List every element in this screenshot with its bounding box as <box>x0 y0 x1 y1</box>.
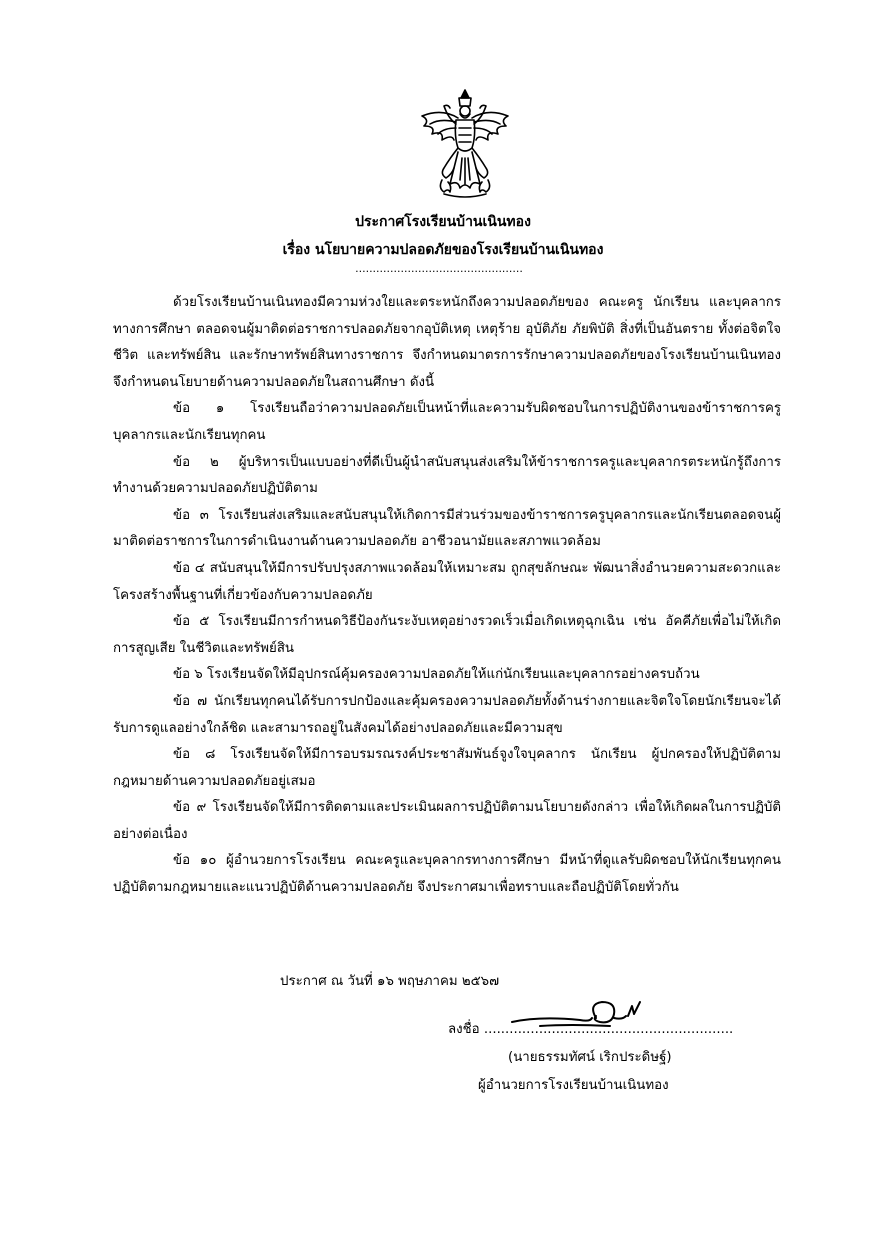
handwritten-signature <box>510 996 660 1036</box>
announcement-date: ประกาศ ณ วันที่ ๑๖ พฤษภาคม ๒๕๖๗ <box>280 974 500 989</box>
policy-item-3: ข้อ ๓ โรงเรียนส่งเสริมและสนับสนุนให้เกิดการมีส่วนร่วมของข้าราชการครูบุคลากรและนักเรียนตลอดจนผู้มาติดต่อราชการในการดำเนินงานด้านความปลอดภัย อาชีวอนามัยและสภาพแวดล้อม <box>113 507 781 550</box>
policy-item-10: ข้อ ๑๐ ผู้อำนวยการโรงเรียน คณะครูและบุคลากรทางการศึกษา มีหน้าที่ดูแลรับผิดชอบให้นักเรียนทุกคนปฏิบัติตามกฎหมายและแนวปฏิบัติด้านความปลอดภัย จึงประกาศมาเพื่อทราบและถือปฏิบัติโดยทั่วกัน <box>113 853 781 896</box>
sign-label: ลงชื่อ <box>448 1022 480 1037</box>
announcement-subject: เรื่อง นโยบายความปลอดภัยของโรงเรียนบ้านเนินทอง <box>282 242 604 258</box>
policy-item-8: ข้อ ๘ โรงเรียนจัดให้มีการอบรมรณรงค์ประชาสัมพันธ์จูงใจบุคลากร นักเรียน ผู้ปกครองให้ปฏิบัติตามกฎหมายด้านความปลอดภัยอยู่เสมอ <box>113 747 781 789</box>
policy-item-2: ข้อ ๒ ผู้บริหารเป็นแบบอย่างที่ดีเป็นผู้นำสนับสนุนส่งเสริมให้ข้าราชการครูและบุคลากรตระหนักรู้ถึงการทำงานด้วยความปลอดภัยปฏิบัติตาม <box>113 454 781 497</box>
signer-position: ผู้อำนวยการโรงเรียนบ้านเนินทอง <box>478 1078 669 1093</box>
policy-item-5: ข้อ ๕ โรงเรียนมีการกำหนดวิธีป้องกันระงับเหตุอย่างรวดเร็วเมื่อเกิดเหตุฉุกเฉิน เช่น อัคคีภัยเพื่อไม่ให้เกิดการสูญเสีย ในชีวิตและทรัพย์สิน <box>113 614 781 656</box>
sign-dots: ........................................................... <box>483 1022 734 1037</box>
policy-item-1: ข้อ ๑ โรงเรียนถือว่าความปลอดภัยเป็นหน้าที่และความรับผิดชอบในการปฏิบัติงานของข้าราชการครูบุคลากรและนักเรียนทุกคน <box>113 401 781 443</box>
policy-item-7: ข้อ ๗ นักเรียนทุกคนได้รับการปกป้องและคุ้มครองความปลอดภัยทั้งด้านร่างกายและจิตใจโดยนักเรียนจะได้รับการดูแลอย่างใกล้ชิด และสามารถอยู่ในสังคมได้อย่างปลอดภัยและมีความสุข <box>113 693 781 736</box>
announcement-body <box>113 290 781 902</box>
policy-item-9: ข้อ ๙ โรงเรียนจัดให้มีการติดตามและประเมินผลการปฏิบัติตามนโยบายดังกล่าว เพื่อให้เกิดผลในการปฏิบัติอย่างต่อเนื่อง <box>113 800 781 842</box>
signer-name: (นายธรรมทัศน์ เริกประดิษฐ์) <box>508 1050 672 1065</box>
title-separator: ................................................ <box>355 262 523 275</box>
policy-item-4: ข้อ ๔ สนับสนุนให้มีการปรับปรุงสภาพแวดล้อมให้เหมาะสม ถูกสุขลักษณะ พัฒนาสิ่งอำนวยความสะดวกและโครงสร้างพื้นฐานที่เกี่ยวข้องกับความปลอดภัย <box>113 560 781 603</box>
announcement-title: ประกาศโรงเรียนบ้านเนินทอง <box>355 214 531 230</box>
garuda-emblem-icon <box>414 88 516 200</box>
policy-item-6: ข้อ ๖ โรงเรียนจัดให้มีอุปกรณ์คุ้มครองความปลอดภัยให้แก่นักเรียนและบุคลากรอย่างครบถ้วน <box>173 667 700 683</box>
intro-paragraph: ด้วยโรงเรียนบ้านเนินทองมีความห่วงใยและตระหนักถึงความปลอดภัยของ คณะครู นักเรียน และบุคลากรทางการศึกษา ตลอดจนผู้มาติดต่อราชการปลอดภัยจากอุบัติเหตุ เหตุร้าย อุบัติภัย ภัยพิบัติ สิ่งที่เป็นอันตราย ทั้งต่อจิตใจ ชีวิต และทรัพย์สิน และรักษาทรัพย์สินทางราชการ จึงกำหนดมาตรการรักษาความปลอดภัยของโรงเรียนบ้านเนินทอง จึงกำหนดนโยบายด้านความปลอดภัยในสถานศึกษา ดังนี้ <box>113 295 781 390</box>
